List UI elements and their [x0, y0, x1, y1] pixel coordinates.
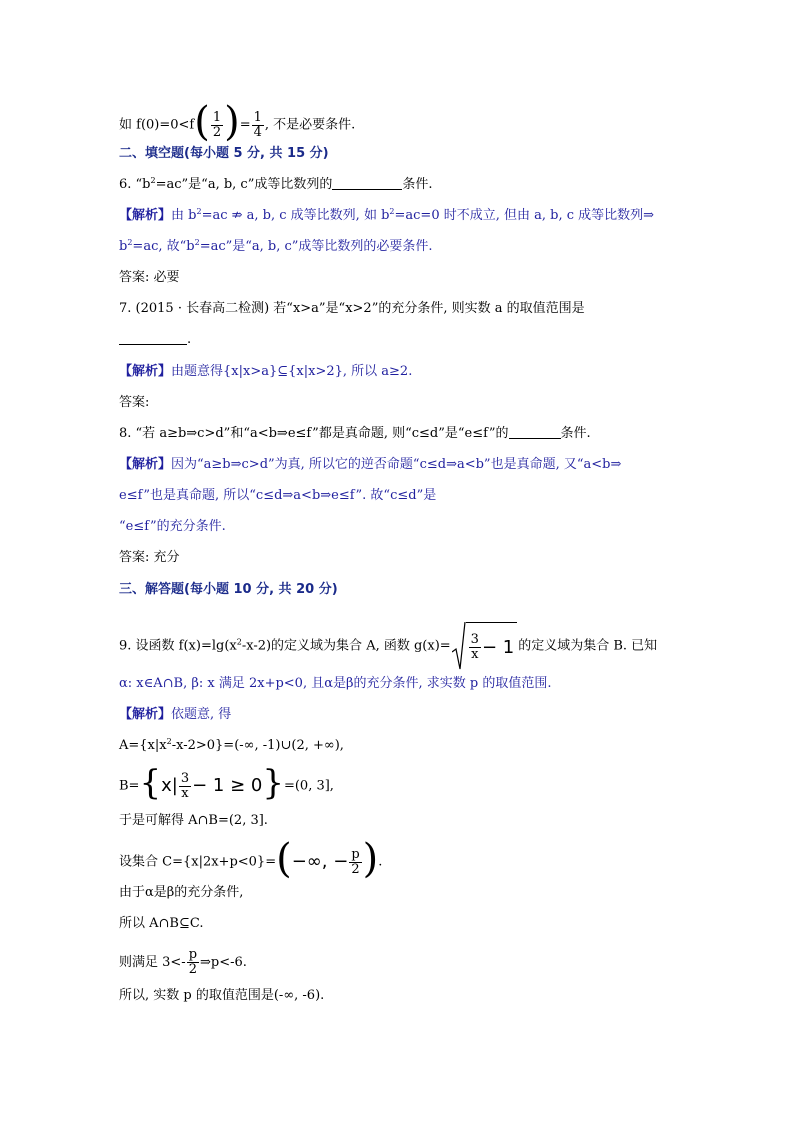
q6-analysis2-c: =ac”是“a, b, c”成等比数列的必要条件.: [199, 239, 433, 254]
fraction-p-over-2: $\frac{p}{2}$: [188, 947, 198, 977]
fraction-p-over-2: $\frac{p}{2}$: [351, 846, 360, 877]
analysis-tag: 【解析】: [119, 208, 172, 223]
q6-stem-b: =ac”是“a, b, c”成等比数列的: [155, 177, 333, 192]
left-paren: (: [194, 99, 210, 145]
superscript-2: 2: [236, 637, 242, 647]
q8-analysis1: 因为“a≥b⇒c>d”为真, 所以它的逆否命题“c≤d⇒a<b”也是真命题, 又“a<b⇒: [171, 457, 622, 472]
q6-stem-a: 6. “b: [119, 177, 151, 192]
q6-analysis2-a: b: [119, 239, 128, 254]
q9-line-a-1: A={x|x: [119, 738, 167, 753]
q6-analysis-c: =ac=0 时不成立, 但由 a, b, c 成等比数列⇒: [394, 208, 655, 223]
q9-line-f-post: ⇒p<-6.: [200, 955, 247, 970]
q7-answer: 答案:: [119, 395, 150, 410]
q6-analysis-line1: [119, 206, 654, 226]
radical-rest: − 1: [481, 636, 515, 658]
q9-analysis-head: [119, 705, 231, 725]
section-2-title: 二、填空题(每小题 5 分, 共 15 分): [119, 146, 329, 161]
q9-stem-line1: [119, 622, 657, 670]
section-3-title: 三、解答题(每小题 10 分, 共 20 分): [119, 582, 338, 597]
q9-line-c-post: .: [378, 854, 383, 870]
superscript-2: 2: [196, 207, 202, 216]
intro-prefix: 如 f(0)=0<f: [119, 117, 195, 133]
superscript-2: 2: [127, 238, 133, 247]
intro-line: [119, 99, 356, 145]
q8-stem: [119, 424, 591, 444]
q6-analysis-a: 由 b: [171, 208, 197, 223]
q6-stem: [119, 175, 433, 195]
q6-answer: 答案: 必要: [119, 270, 180, 285]
intro-suffix: , 不是必要条件.: [264, 117, 356, 133]
right-brace: }: [262, 763, 284, 803]
q9-stem-a: 9. 设函数 f(x)=lg(x: [119, 638, 237, 654]
q9-stem-c: 的定义域为集合 B. 已知: [518, 638, 658, 654]
analysis-tag: 【解析】: [119, 707, 172, 722]
q9-line-c-inner: −∞, −: [291, 851, 349, 872]
q9-line-c: [119, 836, 383, 882]
q9-line-ab: 于是可解得 A∩B=(2, 3].: [119, 813, 268, 828]
q7-stem-line2: [119, 330, 191, 350]
q9-line-b: [119, 763, 334, 804]
q9-line-b-pre: B=: [119, 778, 140, 794]
q9-line-e: 所以 A∩B⊆C.: [119, 916, 204, 931]
fraction-one-half: $\frac{1}{2}$: [212, 109, 222, 140]
q8-answer: 答案: 充分: [119, 550, 180, 565]
q7-analysis-text: 由题意得{x|x>a}⊆{x|x>2}, 所以 a≥2.: [171, 364, 413, 379]
q7-stem-end: .: [187, 332, 192, 347]
radical-body: [466, 622, 518, 670]
q9-line-f-pre: 则满足 3<-: [119, 955, 186, 970]
answer-blank: [332, 176, 402, 190]
q9-line-a-2: -x-2>0}=(-∞, -1)∪(2, +∞),: [171, 738, 344, 753]
q9-line-g: 所以, 实数 p 的取值范围是(-∞, -6).: [119, 988, 325, 1003]
fraction-3-over-x: $\frac{3}{x}$: [180, 770, 190, 801]
q6-analysis-b: =ac ⇏ a, b, c 成等比数列, 如 b: [201, 208, 390, 223]
equals-sign: =: [239, 117, 251, 133]
analysis-tag: 【解析】: [119, 457, 172, 472]
q8-stem-a: 8. “若 a≥b⇒c>d”和“a<b⇒e≤f”都是真命题, 则“c≤d”是“e≤f”的: [119, 426, 509, 441]
q8-analysis-line3: “e≤f”的充分条件.: [119, 519, 226, 534]
right-paren: ): [224, 99, 240, 145]
fraction-one-quarter: $\frac{1}{4}$: [253, 109, 262, 140]
fraction-3-over-x: $\frac{3}{x}$: [470, 632, 479, 662]
q8-analysis-line1: [119, 455, 621, 475]
answer-blank: [509, 425, 561, 439]
answer-blank: [119, 331, 187, 345]
q9-stem-b: -x-2)的定义域为集合 A, 函数 g(x)=: [241, 638, 451, 654]
q9-line-f: [119, 948, 247, 977]
q9-line-a: [119, 736, 344, 756]
square-root: [452, 622, 518, 670]
q9-line-b-x: x|: [161, 775, 178, 796]
q7-analysis: [119, 362, 412, 382]
q9-line-c-pre: 设集合 C={x|2x+p<0}=: [119, 854, 277, 870]
q6-analysis-line2: [119, 237, 433, 257]
q6-stem-c: 条件.: [402, 177, 433, 192]
superscript-2: 2: [150, 176, 156, 185]
radical-sign-icon: [452, 622, 466, 670]
superscript-2: 2: [389, 207, 395, 216]
superscript-2: 2: [166, 737, 172, 746]
q8-stem-b: 条件.: [560, 426, 591, 441]
q9-line-d: 由于α是β的充分条件,: [119, 885, 244, 900]
analysis-tag: 【解析】: [119, 364, 172, 379]
q9-line-b-rest: − 1 ≥ 0: [192, 775, 263, 796]
q6-analysis2-b: =ac, 故“b: [132, 239, 195, 254]
right-paren: ): [362, 836, 379, 882]
q7-stem: 7. (2015 · 长春高二检测) 若“x>a”是“x>2”的充分条件, 则实数 a 的取值范围是: [119, 301, 585, 316]
left-brace: {: [139, 763, 162, 803]
q9-analysis-head-text: 依题意, 得: [171, 707, 232, 722]
q9-line-b-post: =(0, 3],: [283, 778, 334, 794]
q8-analysis-line2: e≤f”也是真命题, 所以“c≤d⇒a<b⇒e≤f”. 故“c≤d”是: [119, 488, 437, 503]
q9-stem-line2: α: x∈A∩B, β: x 满足 2x+p<0, 且α是β的充分条件, 求实数 p 的取值范围.: [119, 676, 552, 691]
superscript-2: 2: [194, 238, 200, 247]
left-paren: (: [276, 836, 292, 882]
